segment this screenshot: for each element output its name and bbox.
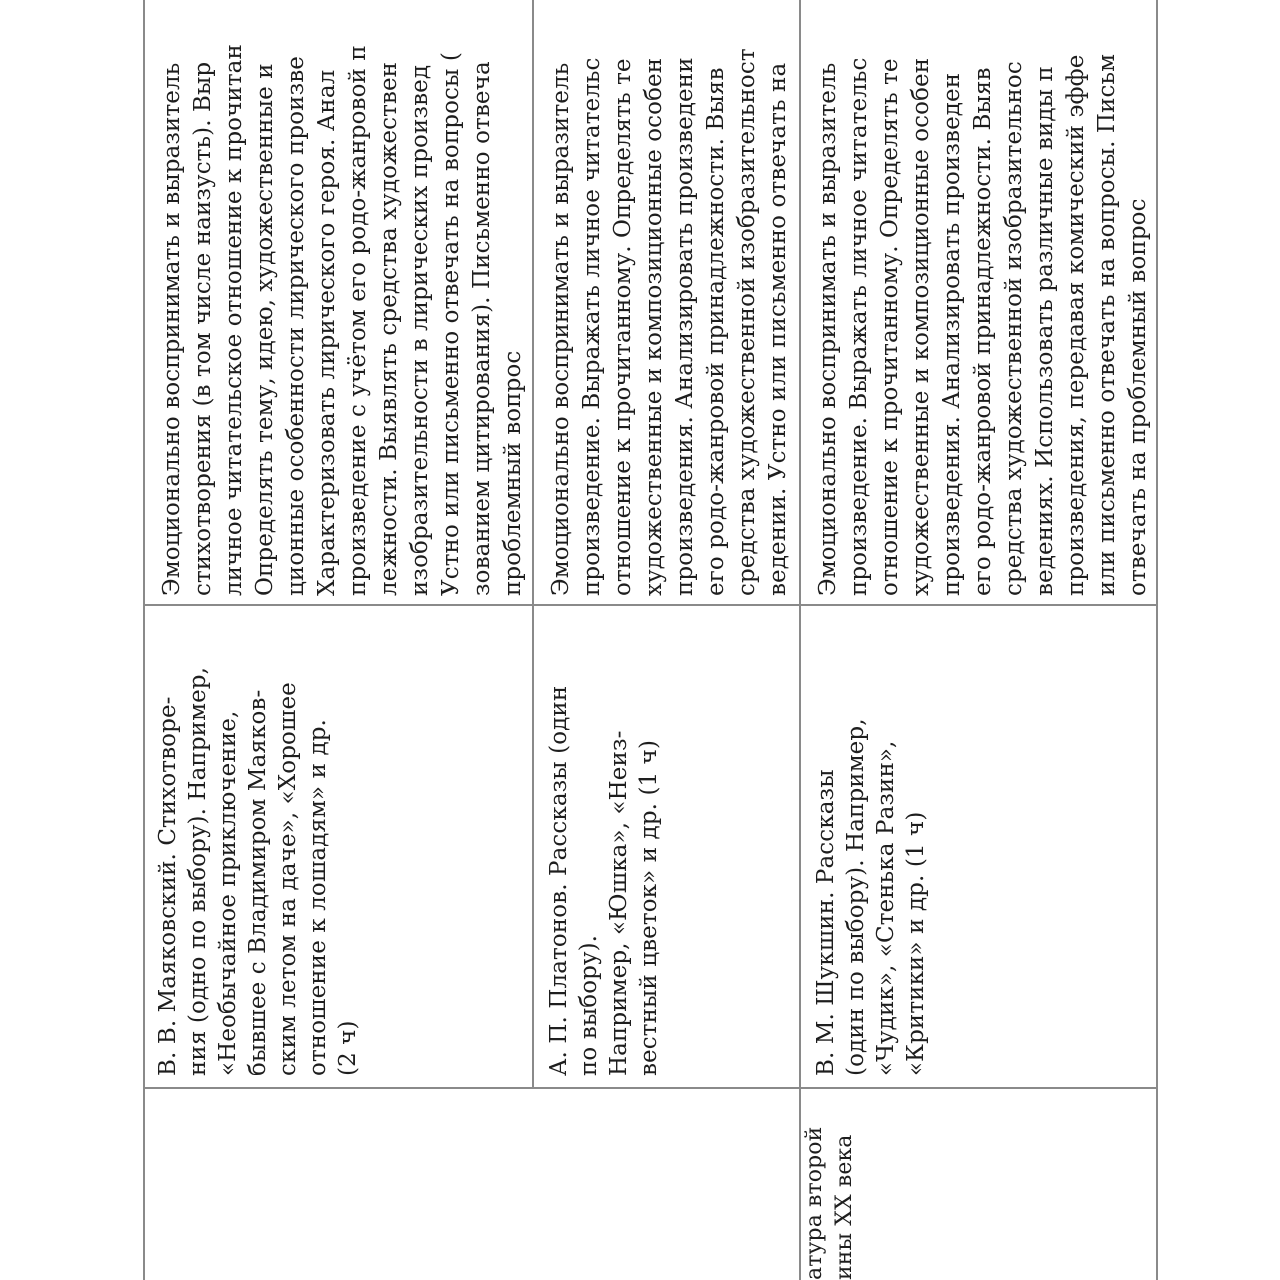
text-line: Эмоционально воспринимать и выразитель	[548, 62, 574, 596]
table-row-mayakovsky	[145, 0, 532, 1280]
text-line: его родо-жанровой принадлежности. Выяв	[970, 67, 996, 596]
text-line: бывшее с Владимиром Маяков-	[245, 689, 271, 1076]
text-line: стихотворения (в том числе наизусть). Выр	[190, 61, 216, 596]
activities-text	[157, 0, 529, 596]
text-line: отношение к прочитанному. Определять те	[877, 58, 903, 596]
text-line: «Необычайное приключение,	[215, 710, 241, 1076]
text-line: В. М. Шукшин. Рассказы	[813, 769, 839, 1076]
text-line: Характеризовать лирического героя. Анал	[314, 69, 340, 596]
work-text	[153, 606, 363, 1076]
text-line: произведения. Анализировать произведен	[939, 72, 965, 596]
text-line: проблемный вопрос	[500, 350, 526, 596]
text-line: (2 ч)	[335, 1020, 361, 1076]
work-cell	[544, 606, 799, 1076]
text-line: лежности. Выявлять средства художествен	[376, 61, 402, 596]
text-line: отношение к прочитанному. Определять те	[610, 58, 636, 596]
work-text	[811, 606, 931, 1076]
text-line: ционные особенности лирического произве	[283, 56, 309, 596]
text-line: или письменно отвечать на вопросы. Письм	[1094, 53, 1120, 596]
text-line: Определять тему, идею, художественные и	[252, 63, 278, 596]
text-line: В. В. Маяковский. Стихотворе-	[155, 696, 181, 1076]
text-line: вестный цветок» и др. (1 ч)	[636, 739, 662, 1076]
text-line: отношение к лошадям» и др.	[305, 719, 331, 1076]
text-line: ским летом на даче», «Хорошее	[275, 682, 301, 1076]
text-line: ины XX века	[832, 1134, 857, 1280]
activities-text	[546, 0, 794, 596]
text-line: ведениях. Использовать различные виды п	[1032, 66, 1058, 596]
text-line: средства художественной изобразительност	[734, 48, 760, 596]
text-line: его родо-жанровой принадлежности. Выяв	[703, 67, 729, 596]
text-line: произведения, передавая комический эффе	[1063, 54, 1089, 596]
text-line: по выбору).	[576, 934, 602, 1076]
activities-cell	[157, 0, 532, 596]
activities-cell	[813, 0, 1156, 596]
text-line: (один по выбору). Например,	[843, 718, 869, 1076]
text-line: Эмоционально воспринимать и выразитель	[159, 62, 185, 596]
text-line: Устно или письменно отвечать на вопросы (	[438, 52, 464, 596]
activities-text	[813, 0, 1154, 596]
text-line: зованием цитирования). Письменно отвеча	[469, 61, 495, 596]
text-line: художественные и композиционные особен	[908, 57, 934, 596]
text-line: произведение с учётом его родо-жанровой п	[345, 45, 371, 596]
text-line: средства художественной изобразительнос	[1001, 61, 1027, 596]
work-cell	[811, 606, 1156, 1076]
table-row-platonov	[534, 0, 799, 1280]
text-line: Эмоционально воспринимать и выразитель	[815, 62, 841, 596]
table-row-shukshin	[801, 0, 1156, 1280]
text-line: художественные и композиционные особен	[641, 57, 667, 596]
work-text	[544, 606, 664, 1076]
section-label	[800, 1090, 860, 1280]
text-line: личное читательское отношение к прочитан	[221, 44, 247, 596]
text-line: «Чудик», «Стенька Разин»,	[873, 740, 899, 1076]
text-line: произведения. Анализировать произведени	[672, 57, 698, 596]
work-cell	[153, 606, 532, 1076]
text-line: произведение. Выражать личное читательс	[846, 57, 872, 596]
section-cell	[800, 1090, 890, 1280]
text-line: «Критики» и др. (1 ч)	[903, 811, 929, 1076]
text-line: А. П. Платонов. Рассказы (один	[546, 685, 572, 1076]
text-line: изобразительности в лирических произвед	[407, 64, 433, 596]
text-line: ния (одно по выбору). Например,	[185, 666, 211, 1076]
text-line: отвечать на проблемный вопрос	[1125, 198, 1151, 596]
activities-cell	[546, 0, 799, 596]
text-line: ведении. Устно или письменно отвечать на	[765, 62, 791, 596]
text-line: атура второй	[802, 1126, 827, 1280]
text-line: Например, «Юшка», «Неиз-	[606, 730, 632, 1076]
text-line: произведение. Выражать личное читательс	[579, 57, 605, 596]
